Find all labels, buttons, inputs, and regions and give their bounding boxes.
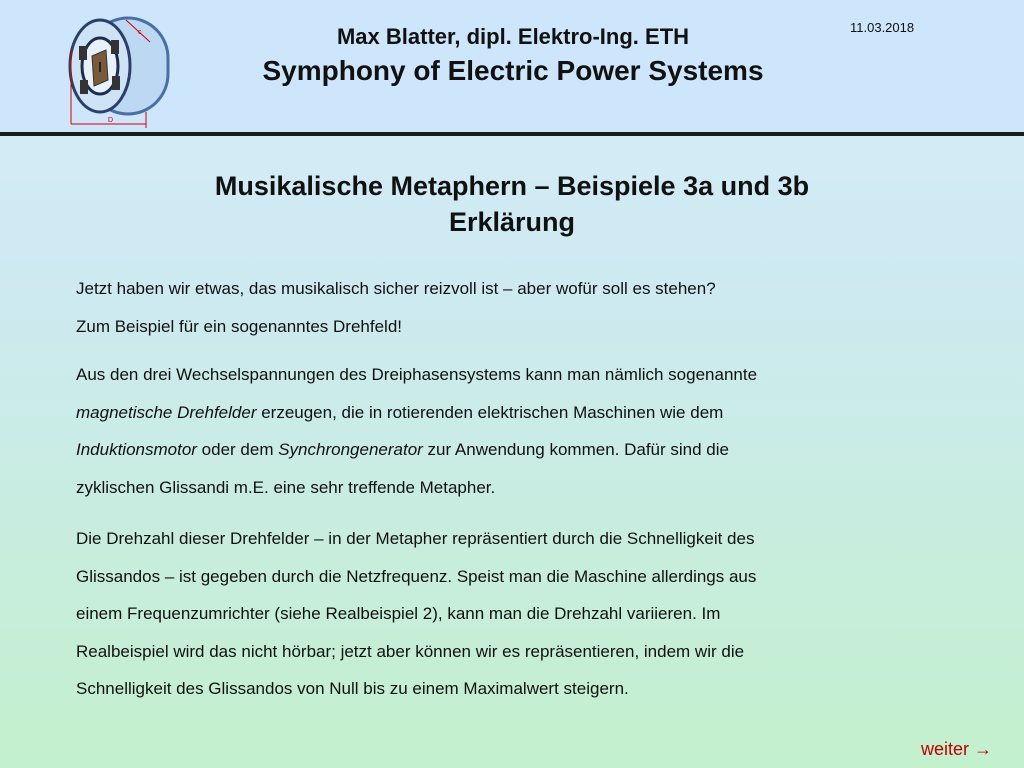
paragraph-3-line-5: Schnelligkeit des Glissandos von Null bis zu einem Maximalwert steigern. bbox=[76, 679, 629, 698]
slide-title bbox=[60, 168, 964, 240]
term-induction-motor: Induktionsmotor bbox=[76, 440, 197, 459]
slide-date: 11.03.2018 bbox=[850, 20, 915, 35]
presentation-title: Symphony of Electric Power Systems bbox=[262, 55, 764, 86]
paragraph-3-line-1: Die Drehzahl dieser Drehfelder – in der Metapher repräsentiert durch die Schnelligkeit des bbox=[76, 529, 755, 548]
paragraph-2-line-2 bbox=[76, 394, 757, 432]
slide-title-line-1: Musikalische Metaphern – Beispiele 3a und 3b bbox=[214, 171, 810, 201]
term-magnetic-rotating-fields: magnetische Drehfelder bbox=[76, 402, 257, 422]
paragraph-2-line-2-rest: erzeugen, die in rotierenden elektrischen Maschinen wie dem bbox=[256, 402, 724, 422]
paragraph-2-line-3-mid: oder dem bbox=[196, 440, 279, 459]
paragraph-1-line-2: Zum Beispiel für ein sogenanntes Drehfeld! bbox=[76, 316, 403, 336]
paragraph-2 bbox=[76, 356, 757, 506]
paragraph-1-line-1: Jetzt haben wir etwas, das musikalisch sicher reizvoll ist – aber wofür soll es stehen? bbox=[76, 279, 716, 298]
paragraph-2-line-1: Aus den drei Wechselspannungen des Dreiphasensystems kann man nämlich sogenannte bbox=[76, 365, 758, 384]
next-slide-link[interactable]: weiter → bbox=[920, 739, 992, 759]
slide-title-line-2: Erklärung bbox=[448, 207, 576, 237]
logo-label-d: D bbox=[108, 117, 114, 124]
paragraph-1 bbox=[76, 270, 716, 345]
electric-machine-logo-icon bbox=[66, 10, 170, 130]
paragraph-2-line-4: zyklischen Glissandi m.E. eine sehr treffende Metapher. bbox=[76, 477, 496, 497]
logo-label-c: c bbox=[138, 29, 142, 36]
paragraph-2-line-3 bbox=[76, 431, 757, 469]
paragraph-2-line-3-rest: zur Anwendung kommen. Dafür sind die bbox=[422, 440, 729, 459]
header-divider bbox=[0, 132, 1024, 136]
paragraph-3-line-4: Realbeispiel wird das nicht hörbar; jetzt aber können wir es repräsentieren, indem wir die bbox=[76, 641, 745, 661]
paragraph-3 bbox=[76, 520, 756, 708]
slide-header bbox=[0, 0, 1024, 134]
term-synchronous-generator: Synchrongenerator bbox=[278, 440, 423, 459]
paragraph-3-line-2: Glissandos – ist gegeben durch die Netzfrequenz. Speist man die Maschine allerdings aus bbox=[76, 566, 757, 586]
paragraph-3-line-3: einem Frequenzumrichter (siehe Realbeispiel 2), kann man die Drehzahl variieren. Im bbox=[76, 604, 721, 623]
author-line: Max Blatter, dipl. Elektro-Ing. ETH bbox=[336, 24, 690, 49]
